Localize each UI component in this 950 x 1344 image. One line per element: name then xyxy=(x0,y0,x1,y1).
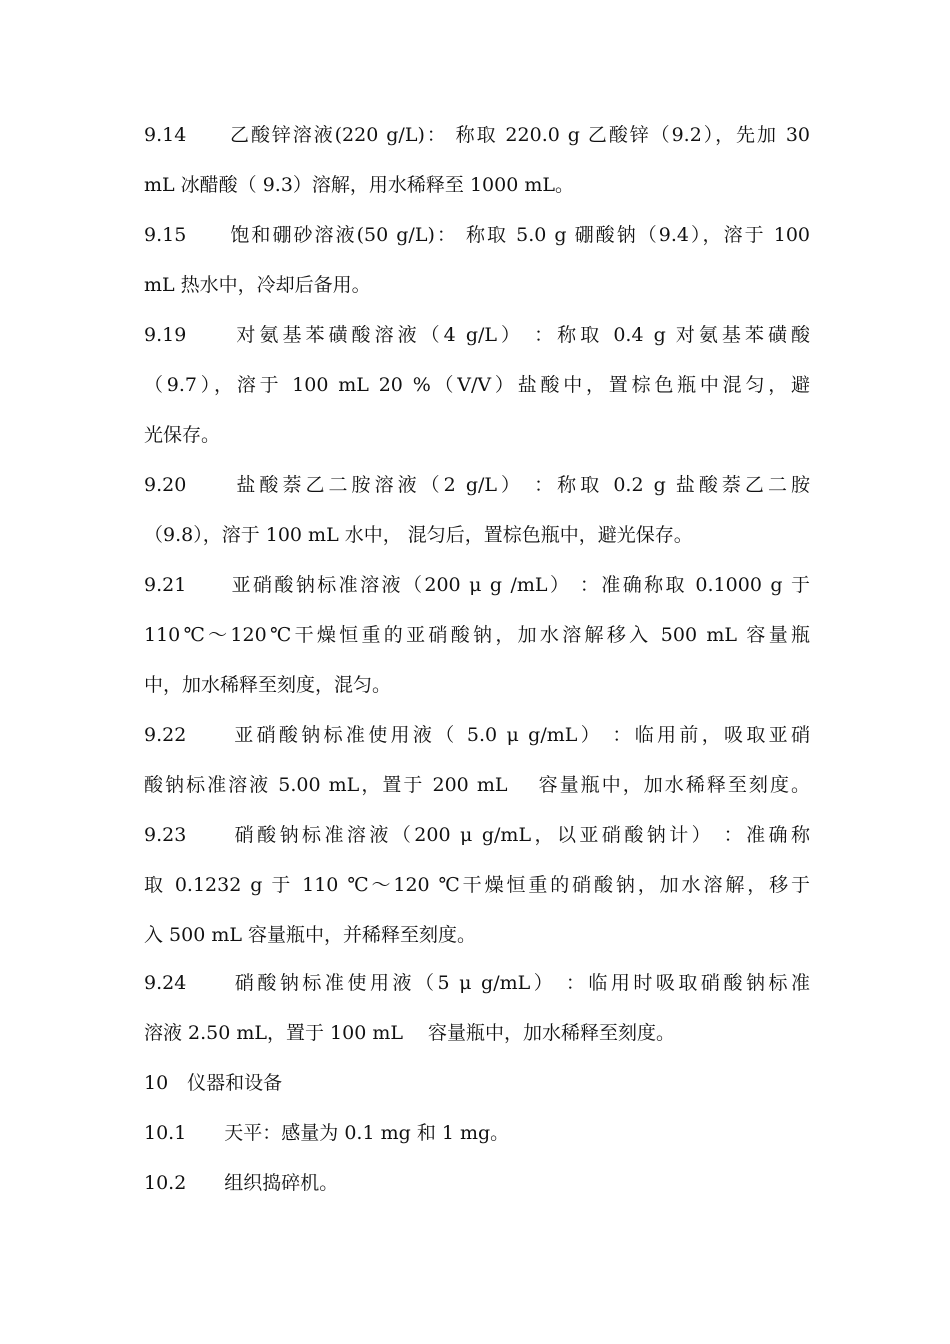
text-line-9-15-cont: mL 热水中，冷却后备用。 xyxy=(144,274,371,296)
text-line-9-21-end: 中，加水稀释至刻度，混匀。 xyxy=(144,674,392,696)
text-line-9-23: 9.23 硝酸钠标准溶液（200 μ g/mL，以亚硝酸钠计） ：准确称 xyxy=(144,824,810,846)
text-line-9-19-end: 光保存。 xyxy=(144,424,221,446)
text-line-9-22: 9.22 亚硝酸钠标准使用液（ 5.0 μ g/mL） ：临用前，吸取亚硝 xyxy=(144,724,810,746)
text-line-9-21: 9.21 亚硝酸钠标准溶液（200 μ g /mL） ：准确称取 0.1000 g 于 xyxy=(144,574,810,596)
text-line-9-19: 9.19 对氨基苯磺酸溶液（4 g/L） ：称取 0.4 g 对氨基苯磺酸 xyxy=(144,324,810,346)
text-line-10-1: 10.1 天平：感量为 0.1 mg 和 1 mg。 xyxy=(144,1122,510,1144)
text-line-9-22-cont: 酸钠标准溶液 5.00 mL，置于 200 mL 容量瓶中，加水稀释至刻度。 xyxy=(144,774,810,796)
section-heading-10: 10 仪器和设备 xyxy=(144,1072,283,1094)
text-line-9-24-cont: 溶液 2.50 mL，置于 100 mL 容量瓶中，加水稀释至刻度。 xyxy=(144,1022,676,1044)
text-line-9-19-cont: （9.7），溶于 100 mL 20 %（V/V）盐酸中，置棕色瓶中混匀，避 xyxy=(144,374,810,396)
text-line-9-24: 9.24 硝酸钠标准使用液（5 μ g/mL） ：临用时吸取硝酸钠标准 xyxy=(144,972,810,994)
text-line-9-15: 9.15 饱和硼砂溶液(50 g/L)： 称取 5.0 g 硼酸钠（9.4），溶于 100 xyxy=(144,224,810,246)
text-line-10-2: 10.2 组织捣碎机。 xyxy=(144,1172,339,1194)
text-line-9-23-end: 入 500 mL 容量瓶中，并稀释至刻度。 xyxy=(144,924,477,946)
text-line-9-20: 9.20 盐酸萘乙二胺溶液（2 g/L） ：称取 0.2 g 盐酸萘乙二胺 xyxy=(144,474,810,496)
text-line-9-14-cont: mL 冰醋酸（ 9.3）溶解，用水稀释至 1000 mL。 xyxy=(144,174,574,196)
text-line-9-14: 9.14 乙酸锌溶液(220 g/L)： 称取 220.0 g 乙酸锌（9.2），先加 30 xyxy=(144,124,810,146)
text-line-9-23-cont: 取 0.1232 g 于 110 ℃～120 ℃干燥恒重的硝酸钠，加水溶解，移于 xyxy=(144,874,810,896)
text-line-9-21-cont: 110℃～120℃干燥恒重的亚硝酸钠，加水溶解移入 500 mL 容量瓶 xyxy=(144,624,810,646)
text-line-9-20-cont: （9.8），溶于 100 mL 水中， 混匀后，置棕色瓶中，避光保存。 xyxy=(144,524,693,546)
